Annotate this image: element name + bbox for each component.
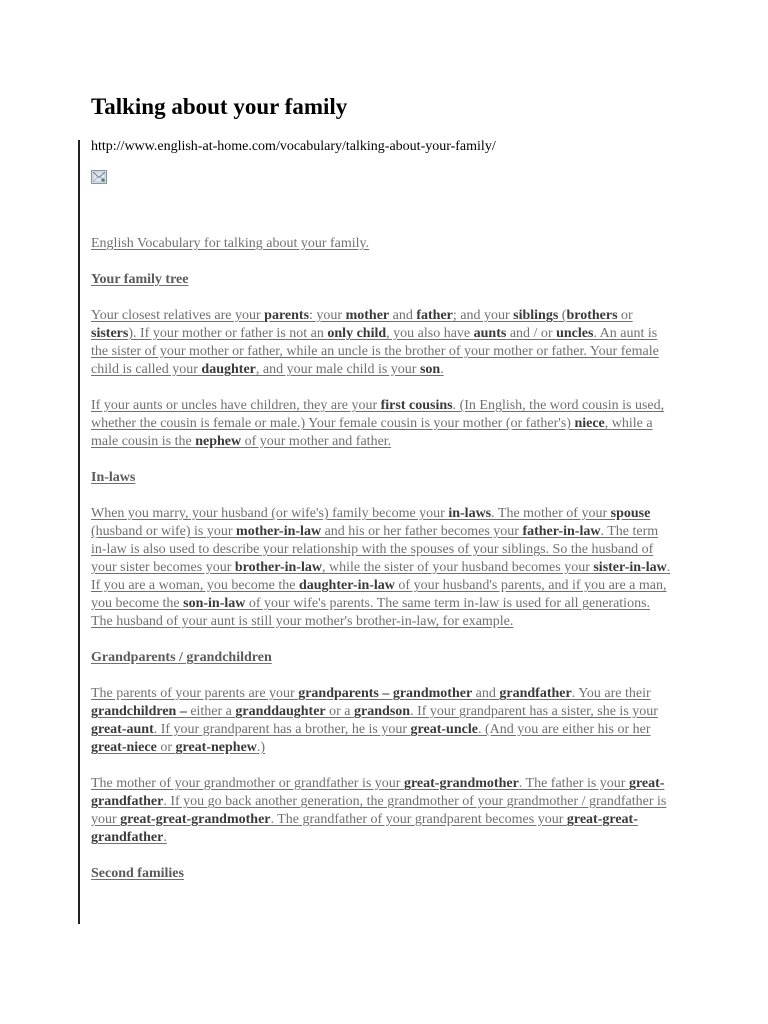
text-run: ). If your mother or father is not an (128, 326, 328, 341)
vocab-term: niece (574, 416, 605, 431)
text-run: or (156, 740, 176, 755)
text-run: and (472, 686, 500, 701)
vocab-term: grandson (354, 704, 411, 719)
vocab-term: son (419, 362, 441, 377)
text-run: (husband or wife) is your (91, 524, 237, 539)
text-run: The mother of your grandmother or grandfather is your (91, 776, 404, 791)
source-url[interactable]: http://www.english-at-home.com/vocabulary/talking-about-your-family/ (91, 139, 496, 154)
text-run: of your wife's parents. The same term in-law is used for all generations. The husband of your aunt is still your mother's brother-in-law, for example. (91, 596, 651, 629)
text-run: . (And you are either his or her (477, 722, 651, 737)
vocab-term: father (416, 308, 453, 323)
vocab-term: parents (264, 308, 310, 323)
text-run: English Vocabulary for talking about your family. (91, 236, 370, 251)
vocab-term: aunts (473, 326, 507, 341)
paragraph[interactable] (91, 397, 673, 451)
text-run: If your aunts or uncles have children, they are your (91, 398, 381, 413)
vocab-term: great-aunt (91, 722, 154, 737)
vocab-term: great-niece (91, 740, 157, 755)
text-run: , while a male cousin is the (91, 416, 653, 449)
vocab-term: uncles (556, 326, 594, 341)
vocab-term: siblings (513, 308, 559, 323)
left-margin-bar (78, 140, 80, 924)
text-run: . If you are a woman, you become the (91, 560, 671, 593)
document-body (91, 93, 673, 901)
text-run: . If your grandparent has a brother, he is your (153, 722, 411, 737)
text-run: . The grandfather of your grandparent becomes your (270, 812, 567, 827)
text-run: or a (325, 704, 355, 719)
vocab-term: grandparents – grandmother (298, 686, 473, 701)
vocab-term: grandfather (499, 686, 572, 701)
text-run: . (163, 830, 167, 845)
section-heading[interactable] (91, 649, 673, 667)
text-run: , and your male child is your (255, 362, 420, 377)
vocab-term: granddaughter (235, 704, 326, 719)
text-run: . The father is your (518, 776, 629, 791)
vocab-term: sister-in-law (593, 560, 667, 575)
text-run: or (617, 308, 633, 323)
text-run: Your closest relatives are your (91, 308, 265, 323)
text-run: When you marry, your husband (or wife's) family become your (91, 506, 449, 521)
text-run: Grandparents / grandchildren (91, 650, 272, 665)
vocab-term: nephew (195, 434, 242, 449)
vocab-term: only child (327, 326, 387, 341)
vocab-term: daughter (201, 362, 256, 377)
paragraph[interactable] (91, 307, 673, 379)
vocab-term: great-great-grandmother (120, 812, 271, 827)
text-run: . An aunt is the sister of your mother or father, while an uncle is the brother of your mother or father. Your female child is called your (91, 326, 659, 377)
vocab-term: sisters (91, 326, 129, 341)
vocab-term: father-in-law (522, 524, 601, 539)
text-run: : your (309, 308, 346, 323)
page-title: Talking about your family (91, 94, 348, 119)
vocab-term: son-in-law (183, 596, 246, 611)
vocab-term: spouse (610, 506, 651, 521)
vocab-term: in-laws (448, 506, 492, 521)
text-run: . The mother of your (491, 506, 611, 521)
vocab-term: daughter-in-law (298, 578, 395, 593)
paragraph[interactable] (91, 775, 673, 847)
vocab-term: great-nephew (175, 740, 257, 755)
text-run: . If you go back another generation, the grandmother of your grandmother / grandfather is your (91, 794, 667, 827)
text-run: .) (256, 740, 266, 755)
vocab-term: great-uncle (410, 722, 478, 737)
text-run: . If your grandparent has a sister, she is your (410, 704, 658, 719)
article-text (91, 235, 673, 883)
vocab-term: great-great-grandfather (91, 812, 638, 845)
section-heading[interactable] (91, 271, 673, 289)
vocab-term: great-grandfather (91, 776, 665, 809)
text-run: Your family tree (91, 272, 189, 287)
vocab-term: first cousins (380, 398, 453, 413)
paragraph[interactable] (91, 505, 673, 631)
vocab-term: grandchildren – (91, 704, 187, 719)
vocab-term: great-grandmother (403, 776, 519, 791)
paragraph[interactable] (91, 235, 673, 253)
text-run: . (440, 362, 444, 377)
mail-image-icon[interactable] (91, 170, 107, 184)
text-run: of your mother and father. (241, 434, 392, 449)
text-run: either a (186, 704, 236, 719)
text-run: ; and your (452, 308, 514, 323)
text-run: , you also have (386, 326, 474, 341)
text-run: . (In English, the word cousin is used, whether the cousin is female or male.) Your female cousin is your mother (or father's) (91, 398, 665, 431)
text-run: and his or her father becomes your (321, 524, 523, 539)
text-run: . You are their (571, 686, 651, 701)
paragraph[interactable] (91, 685, 673, 757)
text-run: and / or (506, 326, 557, 341)
section-heading[interactable] (91, 865, 673, 883)
text-run: and (389, 308, 417, 323)
text-run: The parents of your parents are your (91, 686, 299, 701)
text-run: of your husband's parents, and if you are a man, you become the (91, 578, 667, 611)
text-run: , while the sister of your husband becomes your (321, 560, 594, 575)
text-run: Second families (91, 866, 184, 881)
vocab-term: brother-in-law (234, 560, 322, 575)
section-heading[interactable] (91, 469, 673, 487)
vocab-term: brothers (566, 308, 618, 323)
vocab-term: mother (345, 308, 390, 323)
text-run: In-laws (91, 470, 136, 485)
text-run: ( (558, 308, 567, 323)
vocab-term: mother-in-law (236, 524, 322, 539)
text-run: . The term in-law is also used to describe your relationship with the spouses of your siblings. So the husband of your sister becomes your (91, 524, 659, 575)
